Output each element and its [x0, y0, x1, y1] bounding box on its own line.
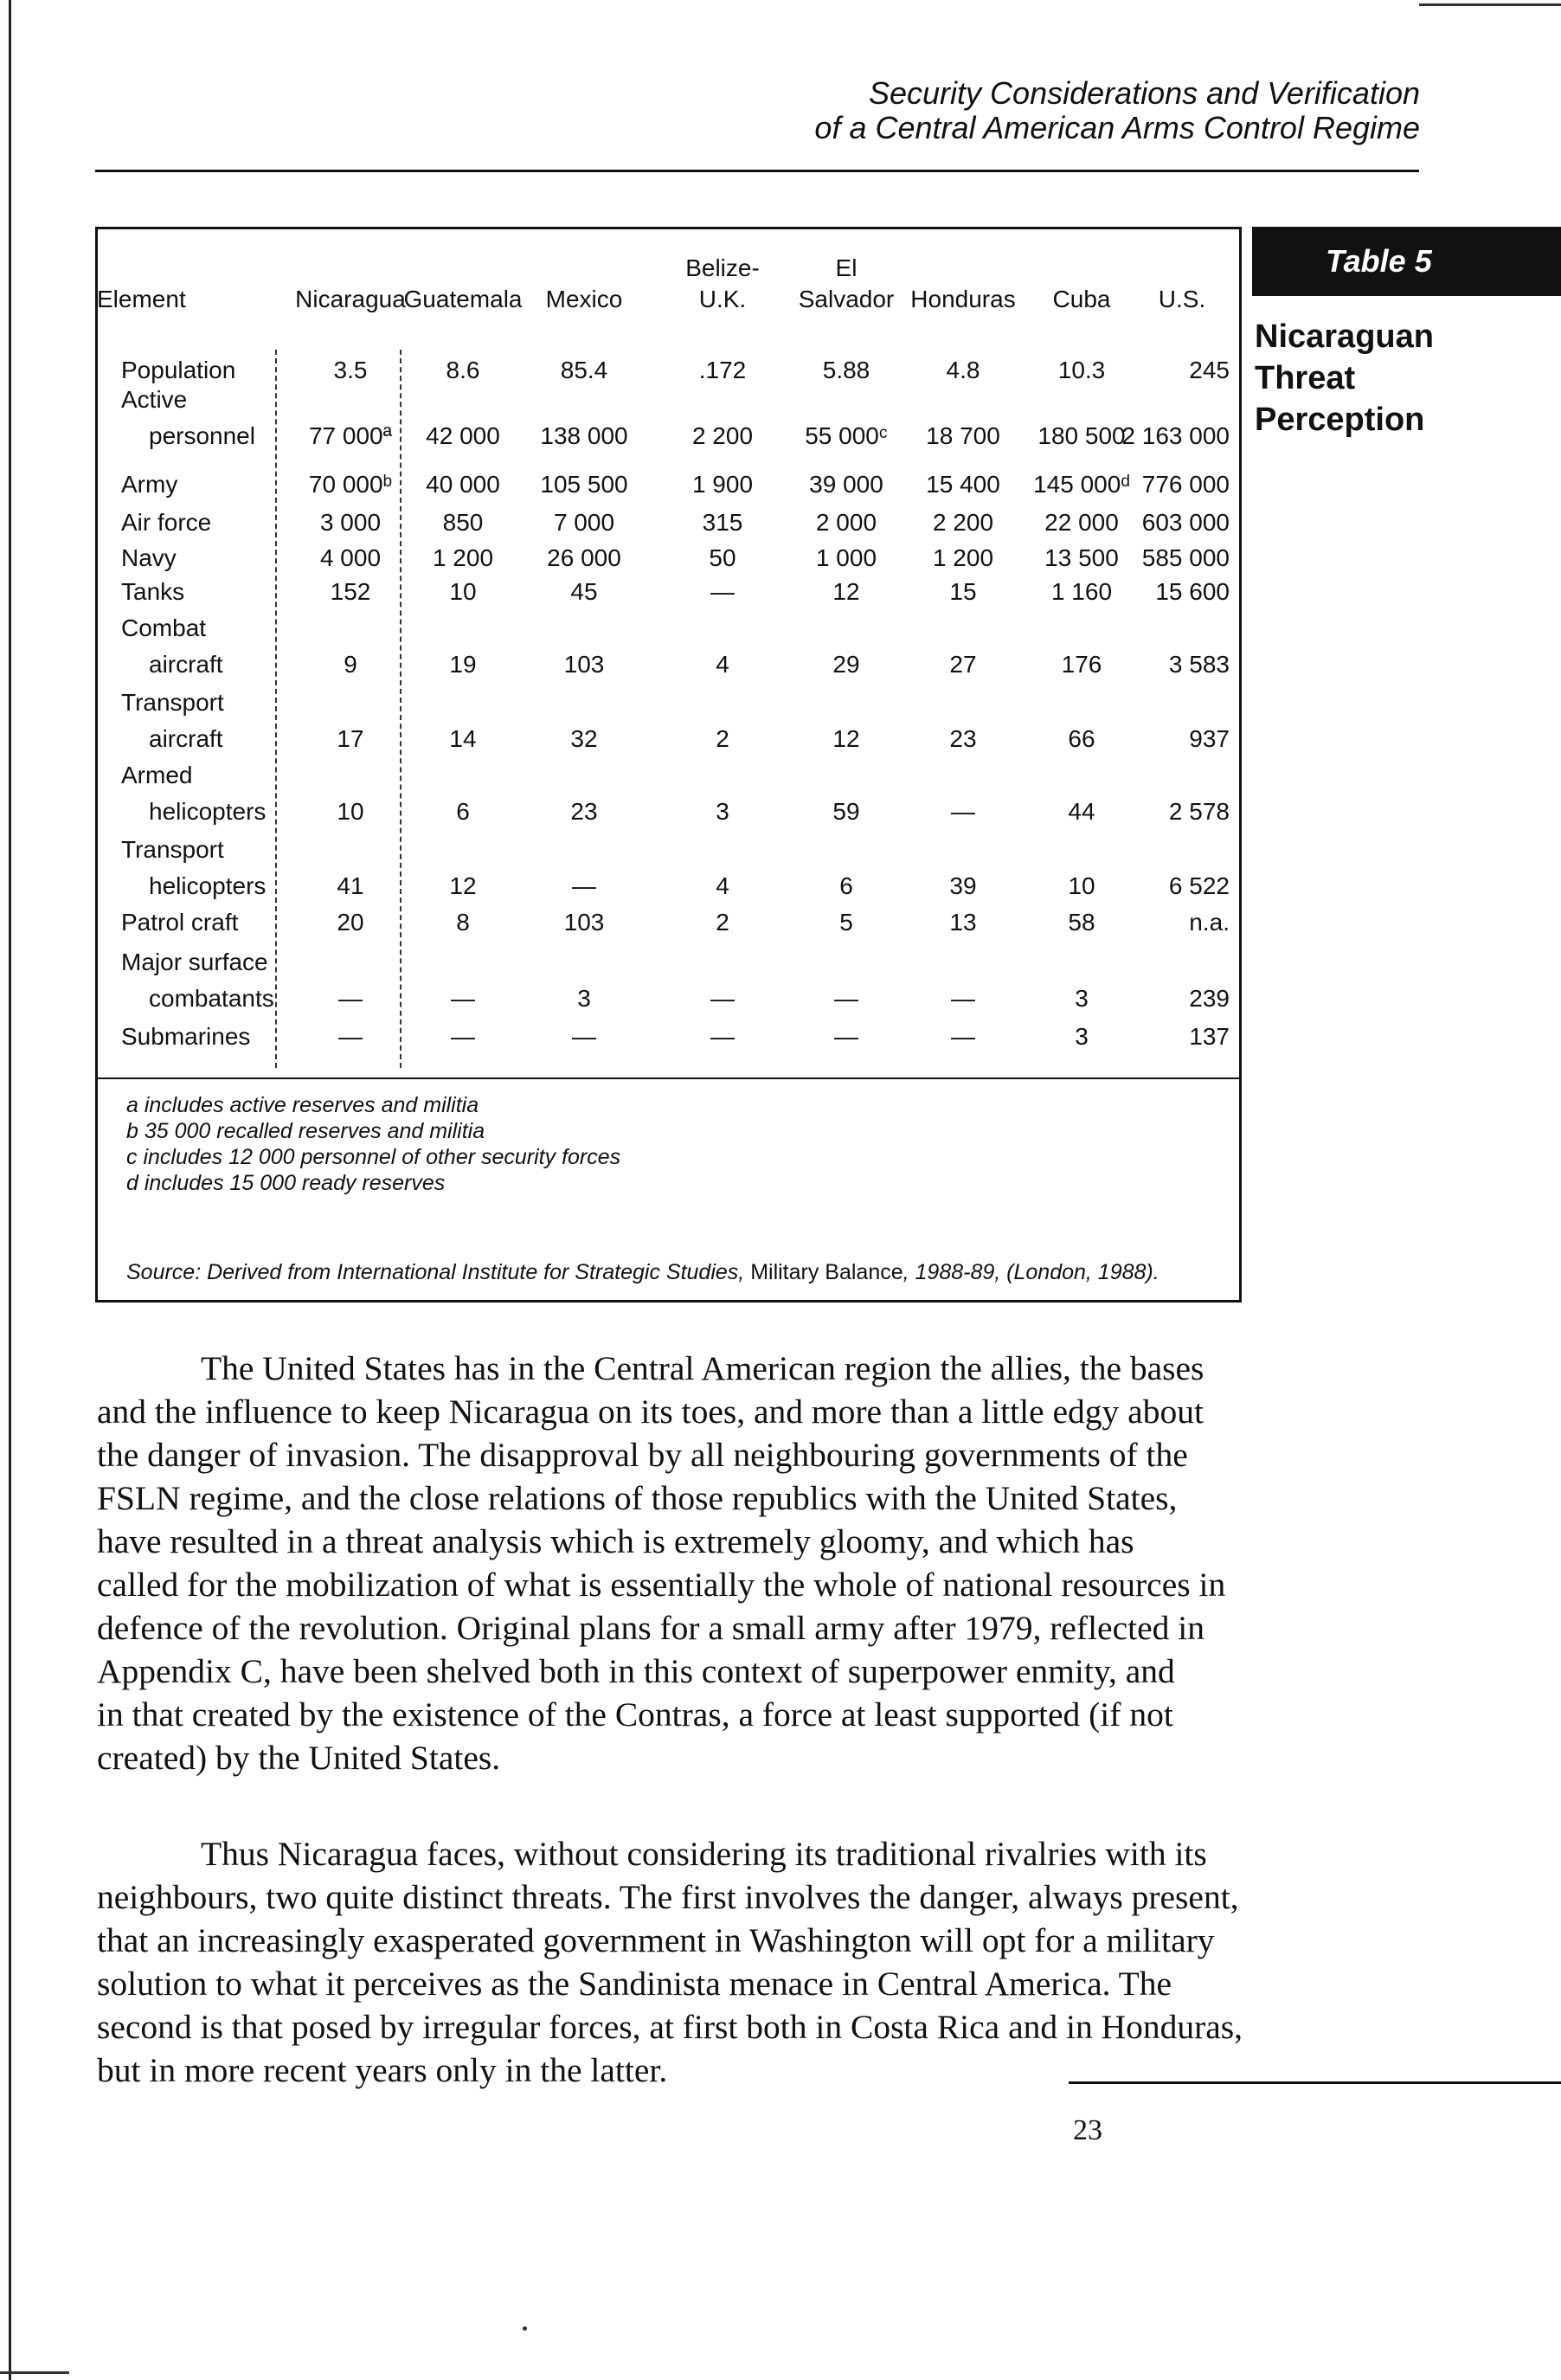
- source-title: Military Balance: [750, 1260, 903, 1284]
- column-header-element: Element: [97, 286, 186, 312]
- paragraph-line: and the influence to keep Nicaragua on its toes, and more than a little edgy about: [97, 1393, 1204, 1431]
- table-cell: 2 000: [815, 509, 877, 536]
- table-cell: 45: [570, 578, 598, 605]
- table-cell: 103: [563, 651, 605, 678]
- table-cell: 245: [1189, 357, 1230, 383]
- side-title-line: Nicaraguan: [1255, 318, 1434, 355]
- column-header: Salvador: [798, 286, 895, 312]
- row-label: aircraft: [149, 651, 223, 678]
- table-cell: 3.5: [333, 357, 368, 383]
- table-cell: 44: [1068, 798, 1095, 825]
- table-cell: 3 583: [1168, 651, 1230, 678]
- row-label: Major surface: [121, 949, 268, 975]
- table-cell: —: [338, 1023, 363, 1050]
- table-cell: 10.3: [1057, 357, 1106, 383]
- row-label: helicopters: [149, 798, 267, 825]
- row-label: aircraft: [149, 725, 223, 752]
- table-cell: 3: [1075, 1023, 1089, 1050]
- row-label: Patrol craft: [121, 909, 239, 936]
- table-number-tag: Table 5: [1252, 227, 1561, 296]
- footnote-d: d includes 15 000 ready reserves: [126, 1171, 446, 1195]
- table-cell: —: [710, 1023, 735, 1050]
- side-title-line: Perception: [1255, 402, 1425, 438]
- table-cell: —: [951, 798, 975, 825]
- running-header-line-1: Security Considerations and Verification: [869, 75, 1420, 111]
- column-divider-left: [275, 350, 277, 1068]
- table-cell: 18 700: [926, 422, 1000, 449]
- table-cell: 15: [949, 578, 977, 605]
- table-cell: 8: [456, 909, 470, 936]
- scan-edge-top: [1419, 3, 1561, 6]
- table-footnote-separator: [98, 1077, 1239, 1079]
- table-cell: —: [710, 578, 735, 605]
- table-cell: 42 000: [426, 422, 500, 449]
- paragraph-line: solution to what it perceives as the Sandinista menace in Central America. The: [97, 1965, 1172, 2003]
- table-cell: 23: [570, 798, 598, 825]
- table-cell: 2: [716, 909, 729, 936]
- row-label: Tanks: [121, 578, 185, 605]
- source-suffix: , 1988-89, (London, 1988).: [903, 1260, 1160, 1284]
- footer-rule: [1069, 2081, 1561, 2084]
- row-label: Population: [121, 357, 236, 383]
- table-cell: 17: [337, 725, 364, 752]
- table-cell: 4 000: [319, 544, 382, 571]
- table-cell: 13 500: [1044, 544, 1119, 571]
- table-cell: 22 000: [1044, 509, 1119, 536]
- page-number: 23: [1073, 2114, 1102, 2146]
- row-label: Transport: [121, 689, 224, 716]
- table-cell: 2 200: [932, 509, 994, 536]
- table-cell: 180 500: [1037, 422, 1126, 449]
- column-header: Guatemala: [403, 286, 523, 312]
- table-cell: 6: [456, 798, 470, 825]
- table-cell: 3: [716, 798, 729, 825]
- table-cell: 137: [1189, 1023, 1230, 1050]
- table-cell: —: [572, 1023, 596, 1050]
- scan-speck: [523, 2326, 527, 2331]
- column-header-top: Belize-: [685, 254, 760, 281]
- table-cell: 2 163 000: [1121, 422, 1230, 449]
- table-cell: 6 522: [1168, 872, 1230, 899]
- table-cell: 59: [832, 798, 860, 825]
- table-cell: 8.6: [446, 357, 480, 383]
- footnote-a: a includes active reserves and militia: [126, 1093, 479, 1117]
- paragraph-line: defence of the revolution. Original plans for a small army after 1979, reflected in: [97, 1609, 1204, 1647]
- row-label: Submarines: [121, 1023, 251, 1050]
- table-cell: 10: [449, 578, 477, 605]
- table-cell: 2: [716, 725, 729, 752]
- table-source: [126, 1259, 1160, 1285]
- paragraph-line: Appendix C, have been shelved both in this context of superpower enmity, and: [97, 1652, 1175, 1690]
- table-cell: 105 500: [540, 471, 628, 498]
- column-divider-right: [400, 350, 401, 1068]
- footnote-c: c includes 12 000 personnel of other security forces: [126, 1145, 621, 1169]
- table-cell: 7 000: [553, 509, 615, 536]
- table-cell: .172: [698, 357, 747, 383]
- table-cell: 1 200: [932, 544, 994, 571]
- table-cell: 239: [1189, 985, 1230, 1012]
- table-cell: 6: [839, 872, 853, 899]
- table-cell: —: [451, 985, 475, 1012]
- table-cell: 152: [330, 578, 371, 605]
- row-label: Transport: [121, 836, 224, 863]
- table-cell: 66: [1068, 725, 1095, 752]
- table-cell: 1 200: [432, 544, 494, 571]
- table-cell: 1 000: [815, 544, 877, 571]
- side-title-line: Threat: [1255, 360, 1356, 396]
- table-cell: 4.8: [946, 357, 980, 383]
- table-cell: 3: [1075, 985, 1089, 1012]
- table-cell: 776 000: [1141, 471, 1230, 498]
- row-label: combatants: [149, 985, 274, 1012]
- paragraph-line: created) by the United States.: [97, 1739, 501, 1777]
- table-cell: —: [951, 985, 975, 1012]
- table-cell: —: [338, 985, 363, 1012]
- paragraph-line: FSLN regime, and the close relations of those republics with the United States,: [97, 1479, 1178, 1517]
- table-cell: 138 000: [540, 422, 628, 449]
- table-cell: 5: [839, 909, 853, 936]
- table-cell: —: [834, 985, 858, 1012]
- body-paragraph-2: [97, 1832, 1421, 2092]
- table-cell: 58: [1068, 909, 1095, 936]
- table-cell: —: [572, 872, 596, 899]
- table-cell: 4: [716, 872, 729, 899]
- table-cell: n.a.: [1189, 909, 1230, 936]
- table-cell: 145 000ᵈ: [1033, 471, 1130, 498]
- table-cell: 1 160: [1050, 578, 1113, 605]
- source-prefix: Source: Derived from International Institute for Strategic Studies,: [126, 1260, 751, 1284]
- table-cell: 15 400: [926, 471, 1000, 498]
- table-cell: 23: [949, 725, 977, 752]
- table-cell: 2 200: [691, 422, 754, 449]
- table-cell: 2 578: [1168, 798, 1230, 825]
- paragraph-line: Thus Nicaragua faces, without considering its traditional rivalries with its: [201, 1835, 1207, 1873]
- scan-edge-bottom: [0, 2371, 69, 2374]
- column-header: Mexico: [545, 286, 623, 312]
- table-cell: 10: [1068, 872, 1095, 899]
- column-header: U.K.: [698, 286, 747, 312]
- table-cell: 50: [709, 544, 736, 571]
- column-header: U.S.: [1158, 286, 1206, 312]
- header-rule: [95, 170, 1419, 172]
- table-cell: 12: [449, 872, 477, 899]
- paragraph-line: The United States has in the Central American region the allies, the bases: [201, 1349, 1204, 1387]
- table-cell: 39: [949, 872, 977, 899]
- row-label: Active: [121, 386, 188, 413]
- table-cell: 850: [442, 509, 484, 536]
- column-header: Cuba: [1052, 286, 1111, 312]
- table-cell: 12: [832, 725, 860, 752]
- scan-edge-left: [9, 0, 11, 2380]
- table-cell: 10: [337, 798, 364, 825]
- table-cell: 176: [1061, 651, 1102, 678]
- row-label: Army: [121, 471, 178, 498]
- paragraph-line: neighbours, two quite distinct threats. The first involves the danger, always present,: [97, 1878, 1239, 1916]
- table-cell: —: [710, 985, 735, 1012]
- paragraph-line: have resulted in a threat analysis which is extremely gloomy, and which has: [97, 1522, 1134, 1560]
- table-cell: 103: [563, 909, 605, 936]
- table-cell: 26 000: [547, 544, 621, 571]
- table-cell: 13: [949, 909, 977, 936]
- table-cell: 85.4: [560, 357, 608, 383]
- table-cell: —: [834, 1023, 858, 1050]
- paragraph-line: second is that posed by irregular forces, at first both in Costa Rica and in Honduras,: [97, 2008, 1243, 2046]
- column-header-top: El: [835, 254, 858, 281]
- table-cell: 4: [716, 651, 729, 678]
- row-label: Combat: [121, 614, 207, 641]
- table-cell: 5.88: [822, 357, 870, 383]
- table-cell: 70 000ᵇ: [308, 471, 393, 498]
- paragraph-line: that an increasingly exasperated government in Washington will opt for a military: [97, 1921, 1215, 1959]
- row-label: Navy: [121, 544, 177, 571]
- table-cell: —: [451, 1023, 475, 1050]
- table-cell: 19: [449, 651, 477, 678]
- table-cell: 315: [702, 509, 743, 536]
- table-cell: 603 000: [1141, 509, 1230, 536]
- table-side-title: [1255, 316, 1434, 441]
- table-cell: 14: [449, 725, 477, 752]
- table-cell: 40 000: [426, 471, 500, 498]
- table-cell: 20: [337, 909, 364, 936]
- table-cell: —: [951, 1023, 975, 1050]
- column-header: Honduras: [910, 286, 1016, 312]
- table-cell: 9: [344, 651, 357, 678]
- row-label: Air force: [121, 509, 212, 536]
- row-label: personnel: [149, 422, 255, 449]
- paragraph-line: but in more recent years only in the latter.: [97, 2051, 668, 2089]
- row-label: helicopters: [149, 872, 267, 899]
- table-cell: 77 000ª: [308, 422, 392, 449]
- paragraph-line: the danger of invasion. The disapproval by all neighbouring governments of the: [97, 1436, 1188, 1474]
- table-cell: 937: [1189, 725, 1230, 752]
- footnote-b: b 35 000 recalled reserves and militia: [126, 1119, 485, 1143]
- running-header: [814, 76, 1420, 145]
- paragraph-line: in that created by the existence of the Contras, a force at least supported (if not: [97, 1695, 1173, 1734]
- table-cell: 3 000: [319, 509, 382, 536]
- row-label: Armed: [121, 762, 193, 788]
- table-cell: 12: [832, 578, 860, 605]
- table-cell: 39 000: [809, 471, 883, 498]
- paragraph-line: called for the mobilization of what is essentially the whole of national resources in: [97, 1566, 1226, 1604]
- table-cell: 1 900: [691, 471, 754, 498]
- table-cell: 32: [570, 725, 598, 752]
- table-cell: 585 000: [1141, 544, 1230, 571]
- table-cell: 29: [832, 651, 860, 678]
- running-header-line-2: of a Central American Arms Control Regime: [814, 110, 1420, 145]
- column-header: Nicaragua: [295, 286, 406, 312]
- table-cell: 27: [949, 651, 977, 678]
- body-paragraph-1: [97, 1347, 1421, 1779]
- table-cell: 55 000ᶜ: [805, 422, 888, 449]
- table-cell: 15 600: [1155, 578, 1230, 605]
- table-cell: 41: [337, 872, 364, 899]
- table-cell: 3: [577, 985, 591, 1012]
